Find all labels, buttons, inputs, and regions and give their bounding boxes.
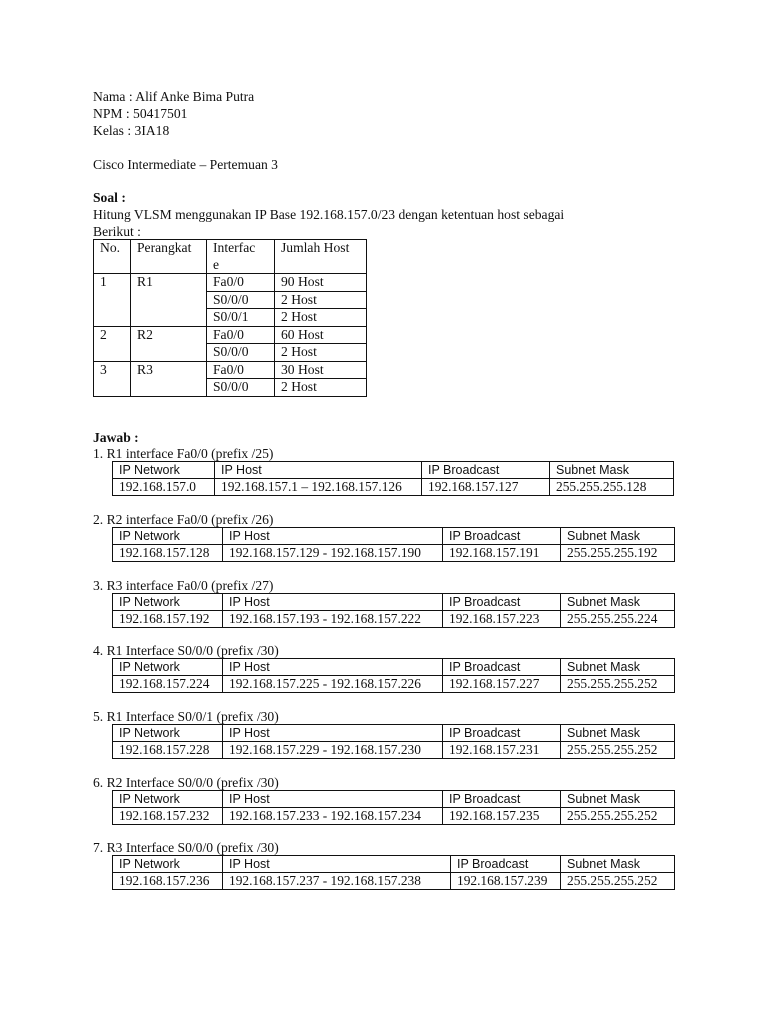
table-header-row [113,594,675,611]
header-cell: IP Broadcast [422,462,550,479]
answer-table [112,461,674,496]
soal-table-header [94,240,367,274]
table-cell: 192.168.157.0 [113,479,215,496]
table-cell: 192.168.157.239 [451,873,561,890]
table-cell: R3 [131,361,207,396]
student-class: Kelas : 3IA18 [93,123,170,138]
table-cell: 2 Host [275,344,367,362]
header-cell: Subnet Mask [561,594,675,611]
table-cell: 192.168.157.235 [443,808,561,825]
header-cell: IP Broadcast [443,659,561,676]
soal-text-line-2: Berikut : [93,224,141,239]
header-cell: IP Host [215,462,422,479]
table-cell: 90 Host [275,274,367,292]
header-cell: IP Network [113,594,223,611]
table-cell: 192.168.157.233 - 192.168.157.234 [223,808,443,825]
header-cell: IP Network [113,791,223,808]
answer-table [112,593,675,628]
table-cell: 255.255.255.192 [561,545,675,562]
table-cell: 255.255.255.224 [561,611,675,628]
table-row [113,676,675,693]
soal-table [93,239,367,397]
table-cell: 192.168.157.224 [113,676,223,693]
header-cell-part: Interfac [213,240,256,255]
header-cell: IP Broadcast [443,594,561,611]
answer-table [112,658,675,693]
header-cell: IP Network [113,725,223,742]
table-cell: R2 [131,326,207,361]
table-row [94,274,367,292]
table-row [113,479,674,496]
table-header-row [113,659,675,676]
table-row [113,873,675,890]
header-cell [207,240,275,274]
course-title: Cisco Intermediate – Pertemuan 3 [93,157,278,172]
table-cell: S0/0/0 [207,291,275,309]
table-cell: 192.168.157.232 [113,808,223,825]
table-cell: S0/0/0 [207,344,275,362]
answer-table [112,855,675,890]
table-cell: 192.168.157.1 – 192.168.157.126 [215,479,422,496]
header-cell: Jumlah Host [275,240,367,274]
table-cell: 60 Host [275,326,367,344]
table-cell: 192.168.157.129 - 192.168.157.190 [223,545,443,562]
table-header-row [113,462,674,479]
header-cell: Subnet Mask [561,528,675,545]
header-cell: IP Broadcast [443,725,561,742]
table-cell: S0/0/1 [207,309,275,327]
header-cell: Subnet Mask [561,791,675,808]
table-cell: 255.255.255.252 [561,808,675,825]
table-cell: 2 [94,326,131,361]
table-header-row [113,791,675,808]
header-cell: IP Host [223,856,451,873]
table-header-row [113,725,675,742]
header-cell: IP Host [223,725,443,742]
answer-title: 2. R2 interface Fa0/0 (prefix /26) [93,512,274,527]
header-cell: IP Broadcast [443,528,561,545]
header-cell: IP Broadcast [443,791,561,808]
table-cell: 255.255.255.252 [561,676,675,693]
table-header-row [113,856,675,873]
table-cell: R1 [131,274,207,327]
table-cell: 192.168.157.237 - 192.168.157.238 [223,873,451,890]
table-cell: 192.168.157.228 [113,742,223,759]
header-cell: IP Network [113,462,215,479]
table-cell: 2 Host [275,291,367,309]
header-cell: Subnet Mask [561,659,675,676]
table-cell: 192.168.157.127 [422,479,550,496]
header-cell: IP Host [223,528,443,545]
soal-heading: Soal : [93,190,126,205]
header-cell: IP Broadcast [451,856,561,873]
table-cell: 192.168.157.225 - 192.168.157.226 [223,676,443,693]
table-cell: Fa0/0 [207,326,275,344]
header-cell: No. [94,240,131,274]
table-cell: 30 Host [275,361,367,379]
header-cell: IP Network [113,528,223,545]
table-cell: 255.255.255.252 [561,873,675,890]
table-cell: 192.168.157.236 [113,873,223,890]
header-cell: Subnet Mask [550,462,674,479]
header-cell: IP Host [223,659,443,676]
table-cell: 2 Host [275,379,367,397]
header-cell: IP Network [113,856,223,873]
table-cell: 192.168.157.231 [443,742,561,759]
table-header-row [113,528,675,545]
table-row [94,361,367,379]
answer-title: 5. R1 Interface S0/0/1 (prefix /30) [93,709,279,724]
table-cell: 192.168.157.128 [113,545,223,562]
table-cell: 192.168.157.223 [443,611,561,628]
student-npm: NPM : 50417501 [93,106,188,121]
table-cell: 192.168.157.193 - 192.168.157.222 [223,611,443,628]
header-cell: IP Host [223,594,443,611]
header-cell: IP Host [223,791,443,808]
table-cell: Fa0/0 [207,274,275,292]
header-cell-part: e [213,256,220,272]
header-cell: Perangkat [131,240,207,274]
table-cell: 1 [94,274,131,327]
table-cell: 2 Host [275,309,367,327]
table-cell: 192.168.157.229 - 192.168.157.230 [223,742,443,759]
answer-title: 6. R2 Interface S0/0/0 (prefix /30) [93,775,279,790]
student-name: Nama : Alif Anke Bima Putra [93,89,255,104]
table-row [113,742,675,759]
answer-title: 4. R1 Interface S0/0/0 (prefix /30) [93,643,279,658]
header-cell: Subnet Mask [561,725,675,742]
table-row [113,611,675,628]
header-cell: Subnet Mask [561,856,675,873]
table-cell: Fa0/0 [207,361,275,379]
table-cell: 192.168.157.191 [443,545,561,562]
table-row [113,545,675,562]
answer-title: 7. R3 Interface S0/0/0 (prefix /30) [93,840,279,855]
table-cell: 192.168.157.227 [443,676,561,693]
soal-text-line-1: Hitung VLSM menggunakan IP Base 192.168.157.0/23 dengan ketentuan host sebagai [93,207,565,222]
table-cell: S0/0/0 [207,379,275,397]
table-row [94,326,367,344]
jawab-heading: Jawab : [93,430,139,445]
table-cell: 192.168.157.192 [113,611,223,628]
header-cell: IP Network [113,659,223,676]
answer-table [112,724,675,759]
answer-title: 3. R3 interface Fa0/0 (prefix /27) [93,578,274,593]
answer-title: 1. R1 interface Fa0/0 (prefix /25) [93,446,274,461]
answer-table [112,527,675,562]
table-cell: 255.255.255.128 [550,479,674,496]
table-row [113,808,675,825]
answer-table [112,790,675,825]
table-cell: 3 [94,361,131,396]
table-cell: 255.255.255.252 [561,742,675,759]
